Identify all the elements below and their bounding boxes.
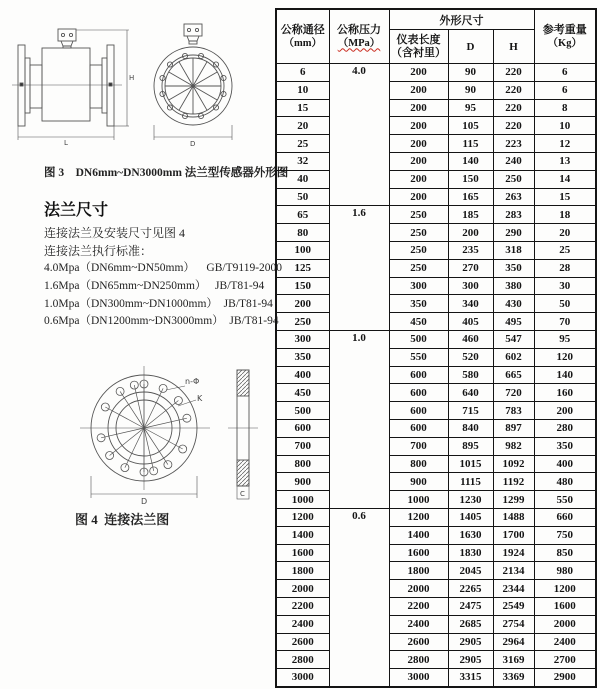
flange-table-body	[276, 64, 596, 687]
cell-length: 200	[389, 81, 448, 99]
cell-dn: 2000	[276, 580, 329, 598]
fig3-label-H: H	[129, 74, 135, 82]
cell-D: 185	[448, 206, 493, 224]
cell-H: 220	[493, 99, 534, 117]
cell-H: 283	[493, 206, 534, 224]
cell-H: 1488	[493, 508, 534, 526]
table-row	[276, 81, 596, 99]
cell-length: 200	[389, 64, 448, 82]
cell-dn: 800	[276, 455, 329, 473]
table-row	[276, 330, 596, 348]
cell-dn: 2800	[276, 651, 329, 669]
cell-weight: 850	[534, 544, 596, 562]
cell-length: 1600	[389, 544, 448, 562]
cell-weight: 6	[534, 81, 596, 99]
cell-H: 1700	[493, 526, 534, 544]
cell-dn: 600	[276, 419, 329, 437]
table-row	[276, 384, 596, 402]
cell-weight: 8	[534, 99, 596, 117]
cell-length: 1800	[389, 562, 448, 580]
cell-weight: 20	[534, 224, 596, 242]
cell-weight: 70	[534, 313, 596, 331]
cell-H: 220	[493, 81, 534, 99]
table-row	[276, 295, 596, 313]
header-meter-length	[389, 30, 448, 64]
cell-length: 1200	[389, 508, 448, 526]
header-length-line2: （含衬里）	[391, 46, 446, 59]
cell-D: 520	[448, 348, 493, 366]
header-H: H	[493, 30, 534, 64]
cell-dn: 32	[276, 152, 329, 170]
cell-H: 2964	[493, 633, 534, 651]
cell-length: 600	[389, 366, 448, 384]
cell-H: 3369	[493, 669, 534, 687]
cell-weight: 50	[534, 295, 596, 313]
cell-weight: 140	[534, 366, 596, 384]
cell-dn: 900	[276, 473, 329, 491]
cell-dn: 300	[276, 330, 329, 348]
cell-D: 405	[448, 313, 493, 331]
header-outline-dimensions: 外形尺寸	[389, 9, 534, 30]
table-row	[276, 135, 596, 153]
cell-D: 1630	[448, 526, 493, 544]
cell-H: 982	[493, 437, 534, 455]
cell-dn: 2200	[276, 597, 329, 615]
cell-H: 250	[493, 170, 534, 188]
cell-weight: 980	[534, 562, 596, 580]
cell-dn: 25	[276, 135, 329, 153]
cell-dn: 400	[276, 366, 329, 384]
cell-length: 500	[389, 330, 448, 348]
table-row	[276, 206, 596, 224]
cell-D: 200	[448, 224, 493, 242]
cell-D: 270	[448, 259, 493, 277]
cell-weight: 2400	[534, 633, 596, 651]
cell-length: 200	[389, 117, 448, 135]
cell-weight: 95	[534, 330, 596, 348]
cell-weight: 15	[534, 188, 596, 206]
cell-weight: 28	[534, 259, 596, 277]
cell-dn: 700	[276, 437, 329, 455]
table-row	[276, 117, 596, 135]
standard-line-2: 1.0Mpa（DN300mm~DN1000mm） JB/T81-94	[44, 298, 273, 310]
para-line-1: 连接法兰及安装尺寸见图 4	[44, 226, 186, 240]
cell-H: 547	[493, 330, 534, 348]
cell-H: 3169	[493, 651, 534, 669]
table-row	[276, 580, 596, 598]
cell-H: 263	[493, 188, 534, 206]
cell-H: 220	[493, 117, 534, 135]
table-row	[276, 224, 596, 242]
header-weight-unit: （Kg）	[547, 37, 582, 49]
figure4-caption: 图 4 连接法兰图	[75, 512, 170, 527]
cell-dn: 6	[276, 64, 329, 82]
cell-dn: 10	[276, 81, 329, 99]
cell-D: 2905	[448, 651, 493, 669]
cell-weight: 30	[534, 277, 596, 295]
cell-D: 1230	[448, 491, 493, 509]
cell-D: 95	[448, 99, 493, 117]
header-dn-unit: （mm）	[283, 37, 322, 49]
cell-D: 140	[448, 152, 493, 170]
cell-D: 105	[448, 117, 493, 135]
cell-H: 2344	[493, 580, 534, 598]
cell-dn: 80	[276, 224, 329, 242]
cell-weight: 750	[534, 526, 596, 544]
cell-weight: 13	[534, 152, 596, 170]
header-weight-title: 参考重量	[542, 23, 587, 36]
cell-H: 430	[493, 295, 534, 313]
cell-length: 350	[389, 295, 448, 313]
cell-length: 300	[389, 277, 448, 295]
header-reference-weight	[534, 9, 596, 64]
section-heading: 法兰尺寸	[44, 202, 109, 219]
cell-length: 600	[389, 402, 448, 420]
cell-dn: 350	[276, 348, 329, 366]
cell-weight: 400	[534, 455, 596, 473]
cell-weight: 25	[534, 241, 596, 259]
table-row	[276, 277, 596, 295]
cell-weight: 18	[534, 206, 596, 224]
cell-H: 290	[493, 224, 534, 242]
table-row	[276, 437, 596, 455]
figure3-sensor-drawing	[8, 10, 260, 162]
standard-line-1: 1.6Mpa（DN65mm~DN250mm） JB/T81-94	[44, 280, 265, 292]
fig4-label-C: C	[240, 490, 245, 498]
cell-dn: 500	[276, 402, 329, 420]
cell-D: 90	[448, 81, 493, 99]
cell-weight: 2000	[534, 615, 596, 633]
cell-weight: 1600	[534, 597, 596, 615]
fig3-label-L: L	[64, 139, 68, 147]
table-row	[276, 508, 596, 526]
standard-line-0: 4.0Mpa（DN6mm~DN50mm） GB/T9119-2000	[44, 262, 283, 274]
cell-length: 3000	[389, 669, 448, 687]
cell-weight: 660	[534, 508, 596, 526]
cell-H: 602	[493, 348, 534, 366]
table-row	[276, 597, 596, 615]
figure4-flange-drawing	[10, 338, 262, 508]
cell-length: 550	[389, 348, 448, 366]
cell-dn: 3000	[276, 669, 329, 687]
cell-D: 580	[448, 366, 493, 384]
cell-pressure: 1.6	[329, 206, 389, 331]
cell-dn: 450	[276, 384, 329, 402]
cell-length: 600	[389, 384, 448, 402]
table-row	[276, 188, 596, 206]
flange-dimension-table	[275, 8, 597, 688]
cell-dn: 125	[276, 259, 329, 277]
cell-weight: 160	[534, 384, 596, 402]
cell-dn: 40	[276, 170, 329, 188]
table-row	[276, 348, 596, 366]
cell-H: 1092	[493, 455, 534, 473]
cell-length: 200	[389, 188, 448, 206]
cell-weight: 1200	[534, 580, 596, 598]
table-row	[276, 313, 596, 331]
cell-length: 200	[389, 99, 448, 117]
table-row	[276, 544, 596, 562]
cell-weight: 120	[534, 348, 596, 366]
para-line-2: 连接法兰执行标准：	[44, 244, 153, 258]
cell-H: 223	[493, 135, 534, 153]
cell-H: 380	[493, 277, 534, 295]
cell-dn: 2400	[276, 615, 329, 633]
cell-length: 200	[389, 135, 448, 153]
cell-D: 895	[448, 437, 493, 455]
cell-D: 235	[448, 241, 493, 259]
cell-dn: 1000	[276, 491, 329, 509]
header-D: D	[448, 30, 493, 64]
table-row	[276, 473, 596, 491]
cell-D: 640	[448, 384, 493, 402]
cell-length: 250	[389, 241, 448, 259]
cell-H: 665	[493, 366, 534, 384]
cell-H: 2134	[493, 562, 534, 580]
cell-length: 1000	[389, 491, 448, 509]
cell-weight: 200	[534, 402, 596, 420]
cell-length: 2400	[389, 615, 448, 633]
cell-H: 2549	[493, 597, 534, 615]
cell-length: 200	[389, 170, 448, 188]
cell-length: 2600	[389, 633, 448, 651]
header-nominal-pressure	[329, 9, 389, 64]
fig4-label-K: K	[197, 394, 203, 403]
cell-D: 115	[448, 135, 493, 153]
cell-dn: 100	[276, 241, 329, 259]
cell-dn: 15	[276, 99, 329, 117]
cell-length: 800	[389, 455, 448, 473]
cell-weight: 350	[534, 437, 596, 455]
cell-pressure: 4.0	[329, 64, 389, 206]
cell-dn: 1400	[276, 526, 329, 544]
cell-length: 600	[389, 419, 448, 437]
cell-D: 300	[448, 277, 493, 295]
table-row	[276, 526, 596, 544]
cell-length: 2200	[389, 597, 448, 615]
table-row	[276, 64, 596, 82]
cell-D: 2045	[448, 562, 493, 580]
cell-pressure: 1.0	[329, 330, 389, 508]
figure3-caption: 图 3 DN6mm~DN3000mm 法兰型传感器外形图	[44, 167, 289, 179]
cell-dn: 20	[276, 117, 329, 135]
cell-weight: 2700	[534, 651, 596, 669]
header-pressure-unit: （MPa）	[337, 37, 381, 49]
cell-D: 1015	[448, 455, 493, 473]
cell-D: 715	[448, 402, 493, 420]
cell-dn: 1200	[276, 508, 329, 526]
table-row	[276, 562, 596, 580]
table-row	[276, 455, 596, 473]
table-row	[276, 99, 596, 117]
cell-D: 165	[448, 188, 493, 206]
cell-D: 840	[448, 419, 493, 437]
header-nominal-diameter	[276, 9, 329, 64]
cell-length: 250	[389, 259, 448, 277]
cell-length: 700	[389, 437, 448, 455]
table-row	[276, 366, 596, 384]
cell-H: 720	[493, 384, 534, 402]
table-row	[276, 633, 596, 651]
cell-length: 450	[389, 313, 448, 331]
cell-H: 240	[493, 152, 534, 170]
cell-D: 1405	[448, 508, 493, 526]
cell-dn: 150	[276, 277, 329, 295]
cell-D: 460	[448, 330, 493, 348]
cell-H: 2754	[493, 615, 534, 633]
cell-H: 1299	[493, 491, 534, 509]
cell-D: 90	[448, 64, 493, 82]
cell-H: 495	[493, 313, 534, 331]
table-row	[276, 259, 596, 277]
table-row	[276, 651, 596, 669]
fig4-label-D: D	[141, 497, 148, 506]
cell-dn: 2600	[276, 633, 329, 651]
table-row	[276, 669, 596, 687]
cell-length: 2800	[389, 651, 448, 669]
cell-weight: 550	[534, 491, 596, 509]
cell-H: 350	[493, 259, 534, 277]
table-row	[276, 170, 596, 188]
cell-D: 2905	[448, 633, 493, 651]
standard-line-3: 0.6Mpa（DN1200mm~DN3000mm） JB/T81-94	[44, 315, 279, 327]
cell-dn: 65	[276, 206, 329, 224]
cell-D: 1115	[448, 473, 493, 491]
cell-weight: 280	[534, 419, 596, 437]
cell-D: 2685	[448, 615, 493, 633]
cell-length: 1400	[389, 526, 448, 544]
cell-D: 3315	[448, 669, 493, 687]
cell-weight: 6	[534, 64, 596, 82]
cell-dn: 200	[276, 295, 329, 313]
cell-H: 1192	[493, 473, 534, 491]
table-row	[276, 402, 596, 420]
cell-length: 250	[389, 224, 448, 242]
header-length-line1: 仪表长度	[396, 33, 441, 46]
cell-pressure: 0.6	[329, 508, 389, 686]
cell-weight: 2900	[534, 669, 596, 687]
table-row	[276, 491, 596, 509]
fig3-label-D: D	[190, 140, 196, 148]
cell-D: 2265	[448, 580, 493, 598]
table-row	[276, 615, 596, 633]
cell-dn: 50	[276, 188, 329, 206]
cell-H: 897	[493, 419, 534, 437]
cell-length: 200	[389, 152, 448, 170]
cell-dn: 250	[276, 313, 329, 331]
cell-H: 1924	[493, 544, 534, 562]
cell-length: 900	[389, 473, 448, 491]
cell-dn: 1600	[276, 544, 329, 562]
fig4-label-n-phi: n-Φ	[185, 377, 200, 386]
cell-weight: 480	[534, 473, 596, 491]
cell-D: 340	[448, 295, 493, 313]
cell-dn: 1800	[276, 562, 329, 580]
cell-weight: 12	[534, 135, 596, 153]
table-row	[276, 419, 596, 437]
header-pressure-title: 公称压力	[337, 23, 381, 36]
cell-length: 250	[389, 206, 448, 224]
table-row	[276, 241, 596, 259]
cell-D: 150	[448, 170, 493, 188]
table-row	[276, 152, 596, 170]
cell-D: 1830	[448, 544, 493, 562]
cell-D: 2475	[448, 597, 493, 615]
cell-length: 2000	[389, 580, 448, 598]
cell-weight: 14	[534, 170, 596, 188]
header-dn-title: 公称通径	[280, 23, 325, 36]
cell-H: 783	[493, 402, 534, 420]
cell-H: 318	[493, 241, 534, 259]
cell-H: 220	[493, 64, 534, 82]
cell-weight: 10	[534, 117, 596, 135]
